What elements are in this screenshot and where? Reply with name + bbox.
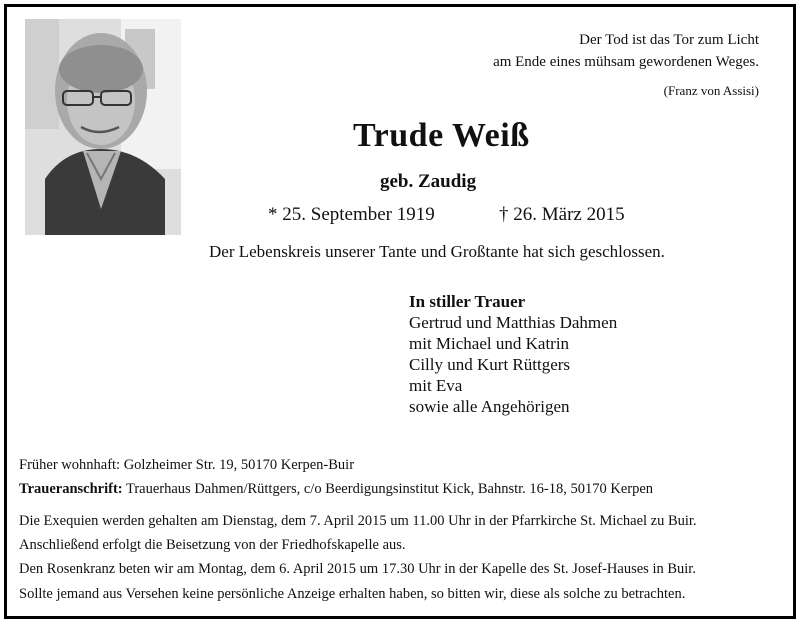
mourner-line: Cilly und Kurt Rüttgers — [409, 355, 571, 374]
portrait-photo-image — [25, 19, 181, 235]
quote-line-1: Der Tod ist das Tor zum Licht — [579, 32, 759, 48]
obituary-notice — [4, 4, 796, 619]
death-date: † 26. März 2015 — [499, 204, 625, 225]
former-address: Früher wohnhaft: Golzheimer Str. 19, 50170 Kerpen-Buir — [19, 457, 355, 473]
mourners-list — [409, 291, 617, 417]
mourning-address-label: Traueranschrift: — [19, 481, 123, 497]
notice-info: Sollte jemand aus Versehen keine persönliche Anzeige erhalten haben, so bitten wir, diese als solche zu betrachten. — [19, 586, 686, 602]
quote-line-2: am Ende eines mühsam gewordenen Weges. — [493, 54, 759, 70]
mourners-heading: In stiller Trauer — [409, 292, 526, 311]
mourner-line: mit Eva — [409, 376, 463, 395]
maiden-name: geb. Zaudig — [380, 171, 477, 192]
mourner-line: sowie alle Angehörigen — [409, 397, 570, 416]
deceased-name: Trude Weiß — [353, 117, 530, 154]
birth-date: * 25. September 1919 — [268, 204, 435, 225]
mourner-line: mit Michael und Katrin — [409, 334, 570, 353]
burial-info: Anschließend erfolgt die Beisetzung von der Friedhofskapelle aus. — [19, 537, 406, 553]
mourning-address-value: Trauerhaus Dahmen/Rüttgers, c/o Beerdigungsinstitut Kick, Bahnstr. 16-18, 50170 Kerpen — [126, 481, 654, 497]
memorial-sentence: Der Lebenskreis unserer Tante und Großtante hat sich geschlossen. — [209, 242, 665, 261]
quote — [493, 29, 759, 73]
quote-source: (Franz von Assisi) — [663, 83, 759, 98]
exequies-info: Die Exequien werden gehalten am Dienstag, dem 7. April 2015 um 11.00 Uhr in der Pfarrkirche St. Michael zu Buir. — [19, 513, 697, 529]
rosary-info: Den Rosenkranz beten wir am Montag, dem 6. April 2015 um 17.30 Uhr in der Kapelle des St. Josef-Hauses in Buir. — [19, 561, 696, 577]
portrait-photo — [25, 19, 181, 235]
mourner-line: Gertrud und Matthias Dahmen — [409, 313, 618, 332]
mourning-address — [19, 481, 653, 498]
